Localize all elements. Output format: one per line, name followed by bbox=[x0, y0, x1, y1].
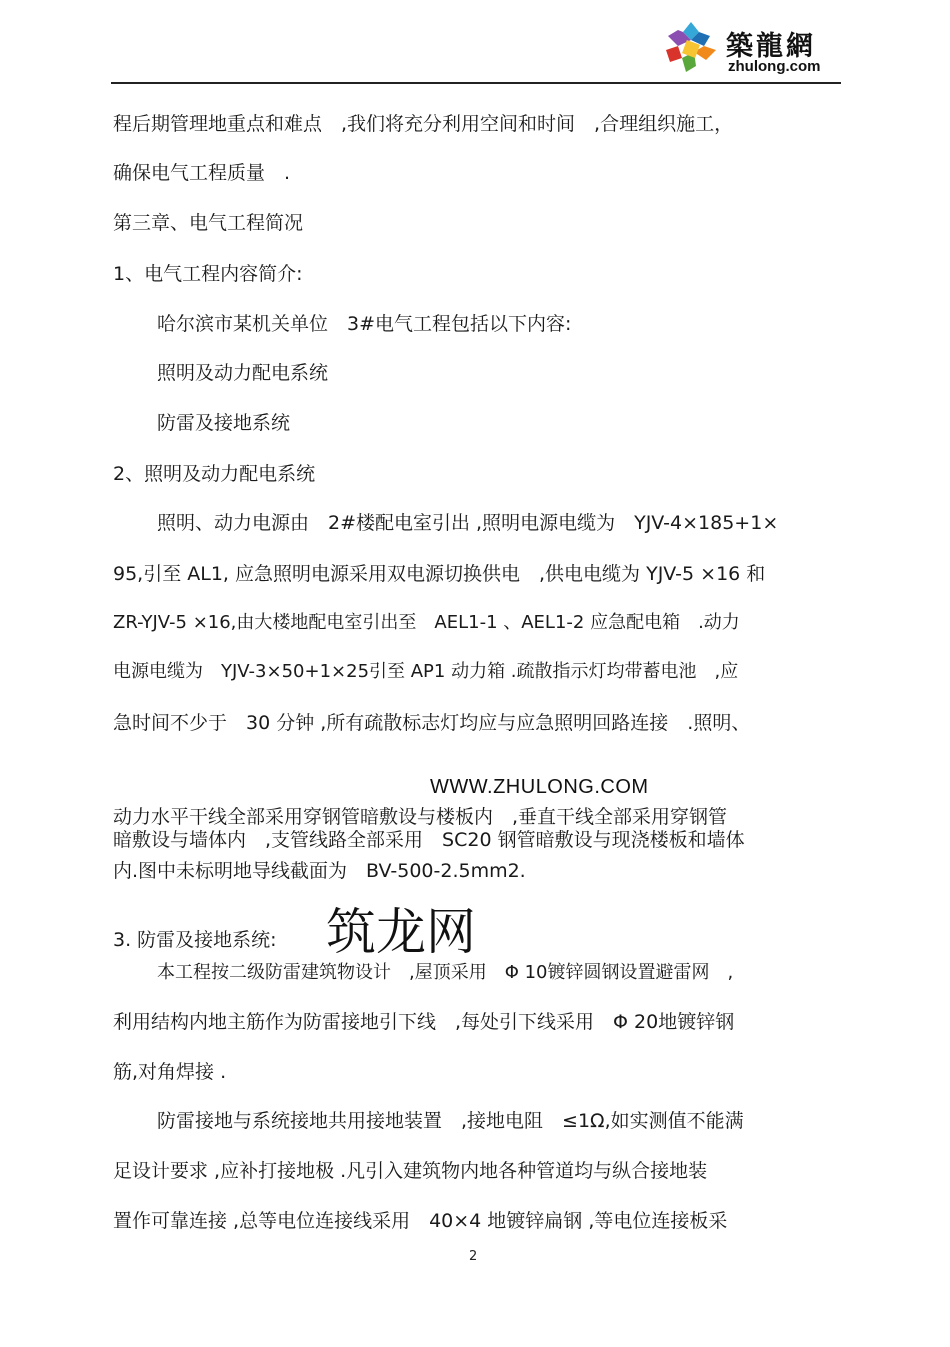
paragraph-line: 利用结构内地主筋作为防雷接地引下线 ,每处引下线采用 Φ 20地镀锌钢 bbox=[113, 1011, 735, 1033]
header-divider bbox=[111, 82, 841, 84]
logo-chinese-name: 築龍網 bbox=[726, 31, 816, 62]
zhulong-logo[interactable] bbox=[658, 16, 838, 76]
paragraph-line: 筋,对角焊接 . bbox=[113, 1061, 227, 1083]
logo-domain: zhulong.com bbox=[728, 58, 821, 75]
paragraph-line: ZR-YJV-5 ×16,由大楼地配电室引出至 AEL1-1 、AEL1-2 应急配电箱 .动力 bbox=[113, 612, 740, 633]
list-item: 照明及动力配电系统 bbox=[157, 362, 329, 384]
paragraph-line: 置作可靠连接 ,总等电位连接线采用 40×4 地镀锌扁钢 ,等电位连接板采 bbox=[113, 1210, 728, 1232]
paragraph-line: 动力水平干线全部采用穿钢管暗敷设与楼板内 ,垂直干线全部采用穿钢管 bbox=[113, 806, 728, 828]
paragraph-line: 足设计要求 ,应补打接地极 .凡引入建筑物内地各种管道均与纵合接地装 bbox=[113, 1160, 708, 1182]
paragraph-line: 防雷接地与系统接地共用接地装置 ,接地电阻 ≤1Ω,如实测值不能满 bbox=[157, 1110, 744, 1132]
section-heading: 2、照明及动力配电系统 bbox=[113, 463, 316, 485]
list-item: 防雷及接地系统 bbox=[157, 412, 291, 434]
zhulong-text-watermark: 筑龙网 bbox=[326, 903, 476, 961]
paragraph-line: 本工程按二级防雷建筑物设计 ,屋顶采用 Φ 10镀锌圆钢设置避雷网 , bbox=[157, 962, 734, 983]
paragraph-line: 暗敷设与墙体内 ,支管线路全部采用 SC20 钢管暗敷设与现浇楼板和墙体 bbox=[113, 829, 745, 851]
section-heading: 1、电气工程内容简介: bbox=[113, 263, 303, 285]
paragraph-line: 哈尔滨市某机关单位 3#电气工程包括以下内容: bbox=[157, 313, 572, 335]
page-number: 2 bbox=[469, 1249, 478, 1264]
paragraph-line: 内.图中未标明地导线截面为 BV-500-2.5mm2. bbox=[113, 860, 526, 882]
paragraph-line: 95,引至 AL1, 应急照明电源采用双电源切换供电 ,供电电缆为 YJV-5 ×16 和 bbox=[113, 563, 766, 585]
paragraph-line: 程后期管理地重点和难点 ,我们将充分利用空间和时间 ,合理组织施工， bbox=[113, 113, 734, 135]
paragraph-line: 确保电气工程质量 . bbox=[113, 162, 291, 184]
paragraph-line: 电源电缆为 YJV-3×50+1×25引至 AP1 动力箱 .疏散指示灯均带蓄电池 ,应 bbox=[113, 661, 739, 682]
pinwheel-logo-icon bbox=[658, 18, 724, 78]
section-heading: 3. 防雷及接地系统: bbox=[113, 929, 277, 951]
site-url-watermark: WWW.ZHULONG.COM bbox=[430, 776, 649, 798]
paragraph-line: 急时间不少于 30 分钟 ,所有疏散标志灯均应与应急照明回路连接 .照明、 bbox=[113, 712, 751, 734]
paragraph-line: 照明、动力电源由 2#楼配电室引出 ,照明电源电缆为 YJV-4×185+1× bbox=[157, 512, 779, 534]
chapter-heading: 第三章、电气工程简况 bbox=[113, 212, 304, 234]
